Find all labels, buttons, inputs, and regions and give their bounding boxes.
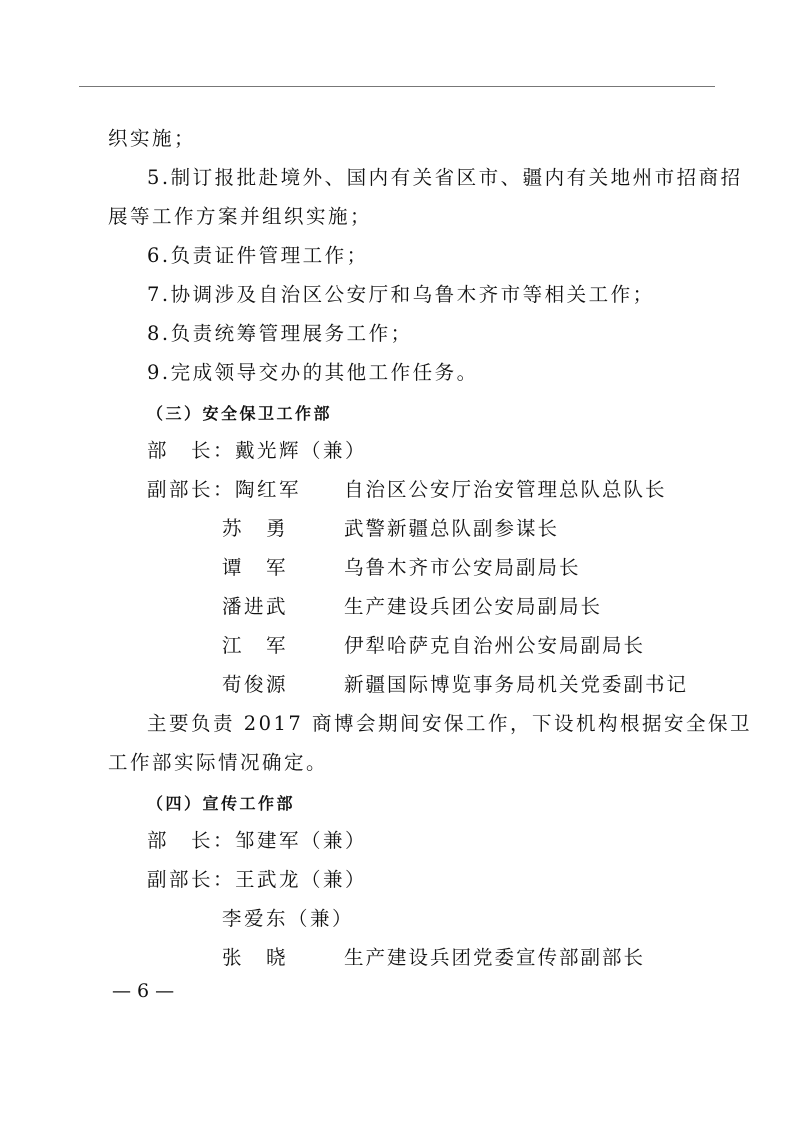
security-duty-line-2: 工作部实际情况确定。 — [108, 751, 329, 774]
text-line-1: 织实施； — [108, 127, 197, 150]
member-name: 谭 军 — [222, 556, 289, 579]
member-name: 张 晓 — [222, 946, 289, 969]
member-name: 潘进武 — [222, 595, 289, 618]
security-duty-line-1: 主要负责 2017 商博会期间安保工作，下设机构根据安全保卫 — [147, 712, 753, 735]
security-head-line: 部 长：戴光辉（兼） — [147, 439, 368, 462]
text-line-3: 展等工作方案并组织实施； — [108, 205, 373, 228]
publicity-deputy-line: 副部长：王武龙（兼） — [147, 868, 368, 891]
text-line-7: 9.完成领导交办的其他工作任务。 — [147, 361, 479, 384]
section-heading-publicity: （四）宣传工作部 — [147, 794, 296, 813]
member-title: 武警新疆总队副参谋长 — [344, 517, 560, 540]
text-line-6: 8.负责统筹管理展务工作； — [147, 322, 413, 345]
security-deputy-line: 副部长：陶红军 — [147, 478, 302, 501]
member-title: 新疆国际博览事务局机关党委副书记 — [344, 673, 689, 696]
security-deputy-title: 自治区公安厅治安管理总队总队长 — [344, 478, 667, 501]
member-name: 苏 勇 — [222, 517, 289, 540]
text-line-5: 7.协调涉及自治区公安厅和乌鲁木齐市等相关工作； — [147, 283, 655, 306]
publicity-deputy-2: 李爱东（兼） — [222, 907, 355, 930]
member-title: 乌鲁木齐市公安局副局长 — [344, 556, 581, 579]
section-heading-security: （三）安全保卫工作部 — [147, 404, 333, 423]
header-rule — [79, 86, 715, 87]
publicity-head-line: 部 长：邹建军（兼） — [147, 829, 368, 852]
member-title: 生产建设兵团党委宣传部副部长 — [344, 946, 646, 969]
text-line-2: 5.制订报批赴境外、国内有关省区市、疆内有关地州市招商招 — [147, 166, 743, 189]
page-number: — 6 — — [112, 980, 175, 1002]
member-title: 生产建设兵团公安局副局长 — [344, 595, 603, 618]
member-name: 荀俊源 — [222, 673, 289, 696]
text-line-4: 6.负责证件管理工作； — [147, 244, 369, 267]
member-title: 伊犁哈萨克自治州公安局副局长 — [344, 634, 646, 657]
member-name: 江 军 — [222, 634, 289, 657]
